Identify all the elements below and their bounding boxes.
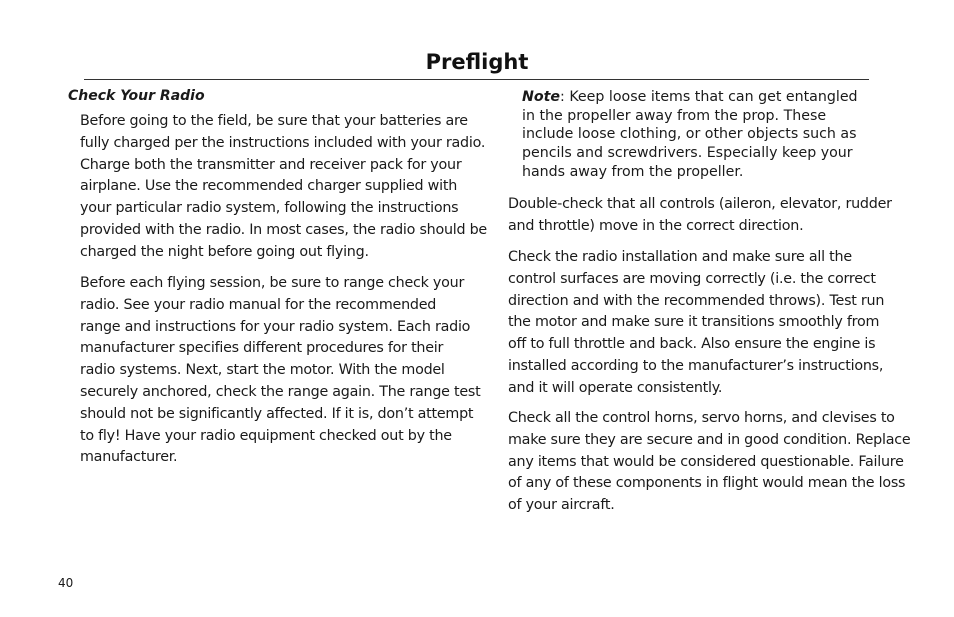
note-block [522,88,858,182]
page-number: 40 [58,576,74,590]
section-heading-check-your-radio: Check Your Radio [68,88,205,104]
paragraph-radio-installation: Check the radio installation and make sure all the control surfaces are moving correctly (i.e. the correct direction and with the recommended throws). Test run the motor and make sure it transitions smoothly from off to full throttle and back. Also ensure the engine is installed according to the manufacturer’s instructions, and it will operate consistently. [508,249,885,396]
paragraph-range-check: Before each flying session, be sure to range check your radio. See your radio manual for the recommended range and instructions for your radio system. Each radio manufacturer specifies different procedures for their radio systems. Next, start the motor. With the model securely anchored, check the range again. The range test should not be significantly affected. If it is, don’t attempt to fly! Have your radio equipment checked out by the manufacturer. [80,275,481,466]
paragraph-batteries: Before going to the field, be sure that your batteries are fully charged per the instructions included with your radio. Charge both the transmitter and receiver pack for your airplane. Use the recommended charger supplied with your particular radio system, following the instructions provided with the radio. In most cases, the radio should be charged the night before going out flying. [80,113,487,260]
page-title: Preflight [425,50,529,74]
note-text: : Keep loose items that can get entangled in the propeller away from the prop. These include loose clothing, or other objects such as pencils and screwdrivers. Especially keep your hands away from the propeller. [522,89,858,180]
note-label: Note [522,89,561,105]
paragraph-double-check: Double-check that all controls (aileron, elevator, rudder and throttle) move in the correct direction. [508,196,892,234]
title-divider [84,79,869,80]
paragraph-control-horns: Check all the control horns, servo horns, and clevises to make sure they are secure and in good condition. Replace any items that would be considered questionable. Failure of any of these components in flight would mean the loss of your aircraft. [508,410,911,514]
